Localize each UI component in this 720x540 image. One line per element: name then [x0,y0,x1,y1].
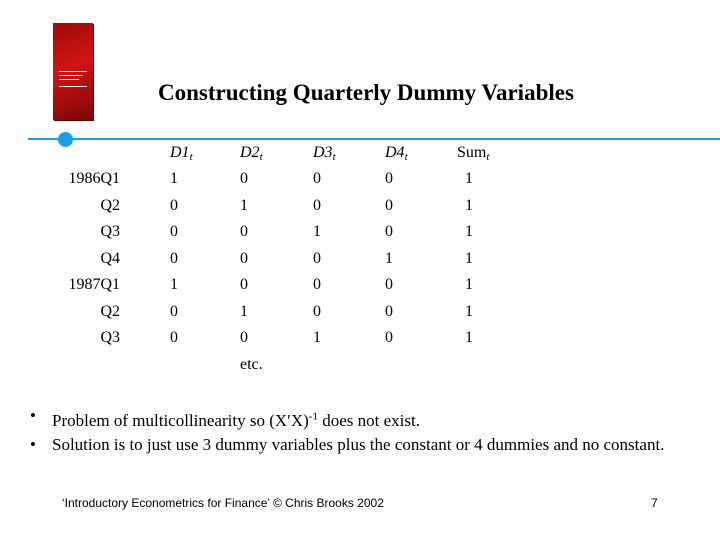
column-header-subscript: t [486,151,490,163]
book-cover-image [53,23,93,120]
table-cell: 0 [385,302,393,320]
bullet-item [30,405,700,432]
column-header-name: D2 [240,144,260,161]
table-cell: 1 [465,223,473,240]
table-cell: 0 [313,170,321,187]
table-cell: 0 [170,302,178,320]
row-label: 1987Q1 [68,276,120,293]
column-header-name: D1 [170,144,190,161]
table-cell: 0 [170,223,178,240]
row-label: Q3 [100,329,120,346]
table-trailing-note: etc. [240,355,263,373]
bullet-list [30,405,700,458]
table-cell: 0 [170,196,178,214]
row-label: Q2 [100,302,120,320]
page-number: 7 [651,496,658,510]
table-cell: 0 [313,196,321,214]
bullet-item [30,434,700,456]
table-cell: 1 [240,302,248,320]
table-cell: 0 [240,223,248,240]
table-cell: 0 [240,249,248,267]
column-header-name: D3 [313,144,333,161]
row-label: Q3 [100,223,120,240]
table-cell: 1 [465,329,473,346]
table-cell: 1 [465,249,473,267]
table-cell: 0 [240,170,248,187]
column-header-subscript: t [189,151,193,163]
table-cell: 0 [313,249,321,267]
column-header-subscript: t [332,151,336,163]
bullet-text [52,411,420,430]
slide-title: Constructing Quarterly Dummy Variables [158,80,574,105]
column-header-subscript: t [259,151,263,163]
title-divider [28,134,720,143]
column-header-subscript: t [404,151,408,163]
column-header-d4 [385,143,408,167]
table-cell: 0 [385,170,393,187]
column-header-d3 [313,143,336,167]
row-label: Q2 [100,196,120,214]
table-cell: 1 [465,276,473,293]
cover-text-line [59,79,79,80]
table-cell: 0 [240,329,248,346]
divider-dot [58,132,73,147]
bullet-superscript: -1 [308,410,318,422]
table-cell: 1 [313,329,321,346]
table-cell: 0 [240,276,248,293]
column-header-name: D4 [385,144,405,161]
row-label: Q4 [100,249,120,267]
bullet-marker: • [30,406,36,425]
table-cell: 1 [465,302,473,320]
column-header-d2 [240,143,263,167]
bullet-text: Solution is to just use 3 dummy variables plus the constant or 4 dummies and no constant. [52,434,665,454]
table-cell: 1 [240,196,248,214]
table-cell: 1 [385,249,393,267]
row-label: 1986Q1 [68,170,120,187]
table-cell: 0 [313,302,321,320]
slide-footer: ‘Introductory Econometrics for Finance’ © Chris Brooks 2002 [62,496,384,510]
bullet-marker: • [30,434,36,454]
table-cell: 1 [170,276,178,293]
table-cell: 0 [385,276,393,293]
table-cell: 0 [385,329,393,346]
table-cell: 0 [313,276,321,293]
table-cell: 1 [465,196,473,214]
table-cell: 0 [170,249,178,267]
divider-line [28,138,720,140]
column-header-d1 [170,143,193,167]
column-header-name: Sum [457,144,487,161]
table-cell: 0 [170,329,178,346]
cover-text-line [59,75,83,76]
bullet-text-part: Problem of multicollinearity so (X′X) [52,410,309,430]
table-cell: 1 [313,223,321,240]
column-header-sum [457,143,489,167]
table-cell: 0 [385,196,393,214]
bullet-text-part: does not exist. [317,410,420,430]
table-cell: 0 [385,223,393,240]
table-cell: 1 [465,170,473,187]
table-cell: 1 [170,170,178,187]
